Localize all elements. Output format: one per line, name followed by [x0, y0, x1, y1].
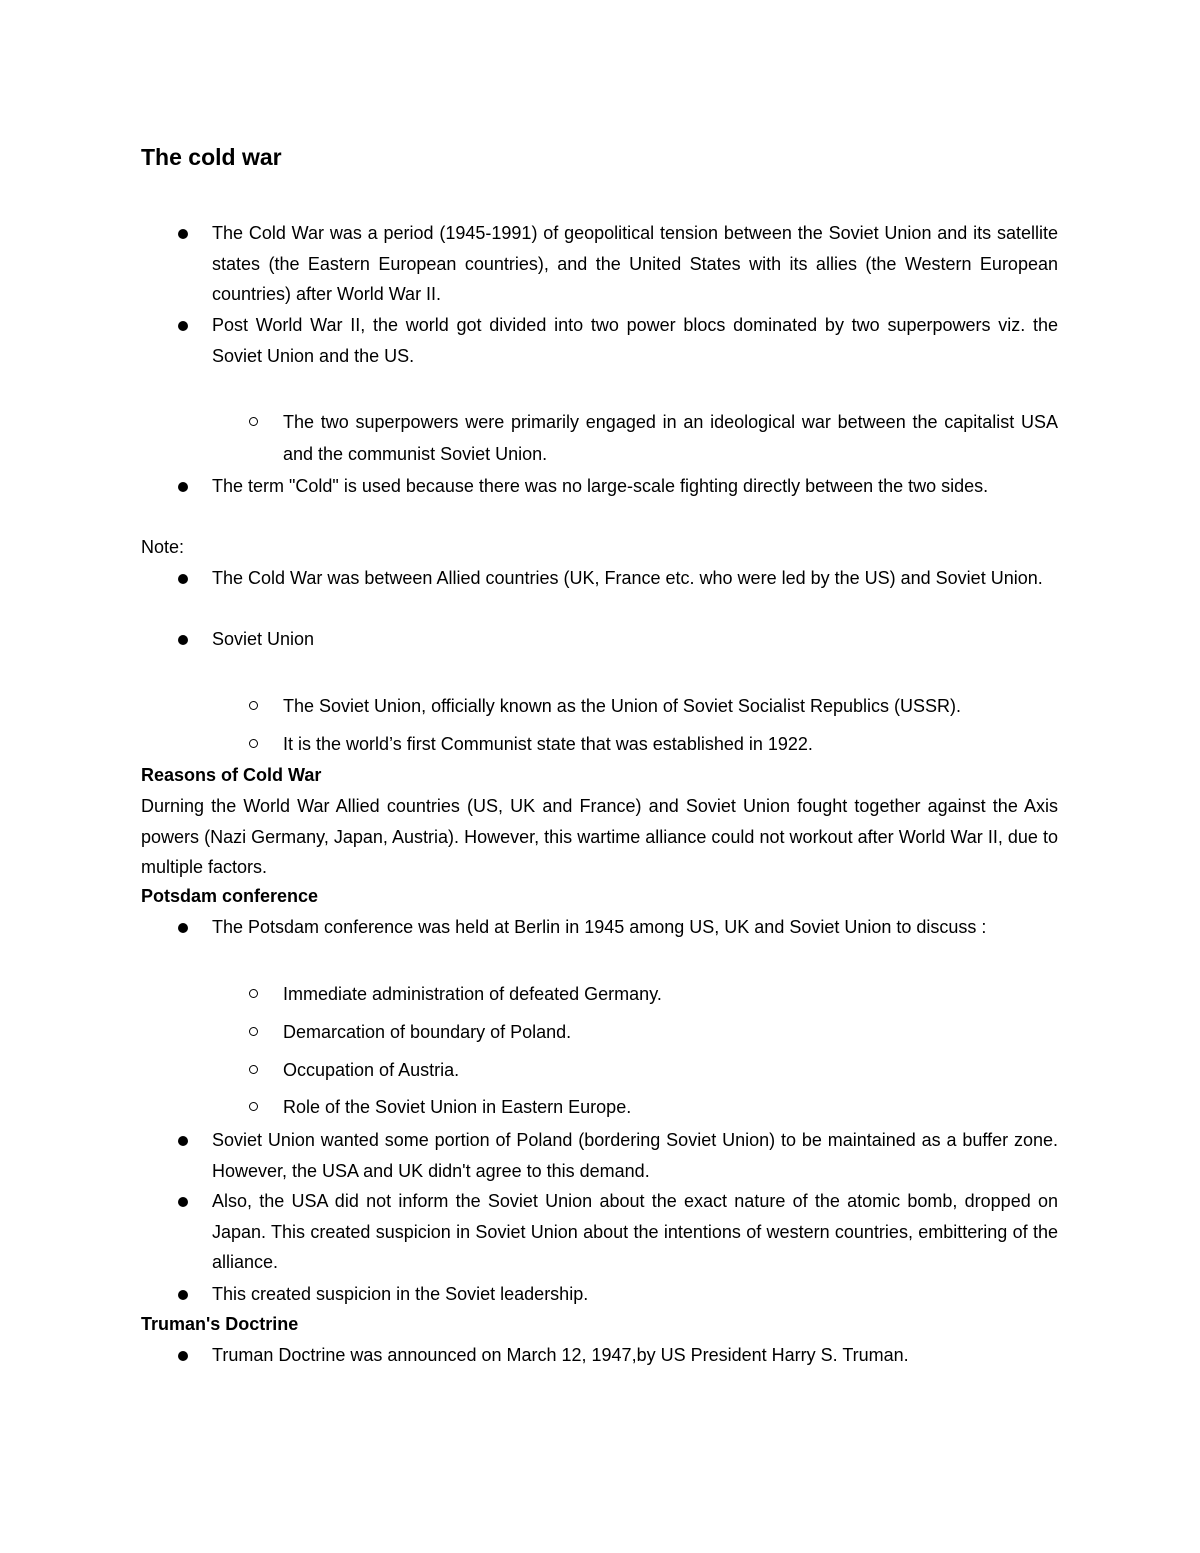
- bullet-icon: [178, 482, 188, 492]
- list-item: Also, the USA did not inform the Soviet Union about the exact nature of the atomic bomb, dropped on Japan. This created suspicion in Soviet Union about the intentions of western countries, embittering of the alliance.: [212, 1191, 1058, 1272]
- circle-bullet-icon: [249, 739, 258, 748]
- sub-list-item: Immediate administration of defeated Germany.: [283, 984, 662, 1004]
- circle-bullet-icon: [249, 989, 258, 998]
- circle-bullet-icon: [249, 701, 258, 710]
- circle-bullet-icon: [249, 1027, 258, 1036]
- list-item: This created suspicion in the Soviet leadership.: [212, 1284, 589, 1304]
- bullet-icon: [178, 1197, 188, 1207]
- circle-bullet-icon: [249, 1102, 258, 1111]
- section-heading-potsdam: Potsdam conference: [141, 886, 319, 906]
- section-heading-truman: Truman's Doctrine: [141, 1314, 299, 1334]
- bullet-icon: [178, 1351, 188, 1361]
- list-item: Post World War II, the world got divided into two power blocs dominated by two superpowers viz. the Soviet Union and the US.: [212, 315, 1058, 366]
- circle-bullet-icon: [249, 417, 258, 426]
- list-item: The Cold War was between Allied countries (UK, France etc. who were led by the US) and Soviet Union.: [212, 568, 1043, 588]
- list-item: Soviet Union: [212, 629, 315, 649]
- section-heading-reasons: Reasons of Cold War: [141, 765, 322, 785]
- bullet-icon: [178, 321, 188, 331]
- bullet-icon: [178, 1136, 188, 1146]
- page-title: The cold war: [141, 144, 282, 170]
- list-item: Truman Doctrine was announced on March 12, 1947,by US President Harry S. Truman.: [212, 1345, 909, 1365]
- list-item: The Cold War was a period (1945-1991) of geopolitical tension between the Soviet Union and its satellite states (the Eastern European countries), and the United States with its allies (the Western European countries) after World War II.: [212, 223, 1058, 304]
- note-label: Note:: [141, 537, 185, 557]
- bullet-icon: [178, 923, 188, 933]
- bullet-icon: [178, 574, 188, 584]
- bullet-icon: [178, 229, 188, 239]
- list-item: The Potsdam conference was held at Berlin in 1945 among US, UK and Soviet Union to discuss :: [212, 917, 987, 937]
- sub-list-item: It is the world’s first Communist state that was established in 1922.: [283, 734, 813, 754]
- bullet-icon: [178, 1290, 188, 1300]
- sub-list-item: The two superpowers were primarily engaged in an ideological war between the capitalist USA and the communist Soviet Union.: [283, 412, 1058, 464]
- sub-list-item: Occupation of Austria.: [283, 1060, 460, 1080]
- sub-list-item: Demarcation of boundary of Poland.: [283, 1022, 572, 1042]
- list-item: Soviet Union wanted some portion of Poland (bordering Soviet Union) to be maintained as a buffer zone. However, the USA and UK didn't agree to this demand.: [212, 1130, 1058, 1181]
- paragraph-reasons: Durning the World War Allied countries (US, UK and France) and Soviet Union fought together against the Axis powers (Nazi Germany, Japan, Austria). However, this wartime alliance could not workout after World War II, due to multiple factors.: [141, 796, 1058, 877]
- list-item: The term "Cold" is used because there was no large-scale fighting directly between the two sides.: [212, 476, 989, 496]
- circle-bullet-icon: [249, 1065, 258, 1074]
- sub-list-item: The Soviet Union, officially known as the Union of Soviet Socialist Republics (USSR).: [283, 696, 961, 716]
- bullet-icon: [178, 635, 188, 645]
- sub-list-item: Role of the Soviet Union in Eastern Europe.: [283, 1097, 632, 1117]
